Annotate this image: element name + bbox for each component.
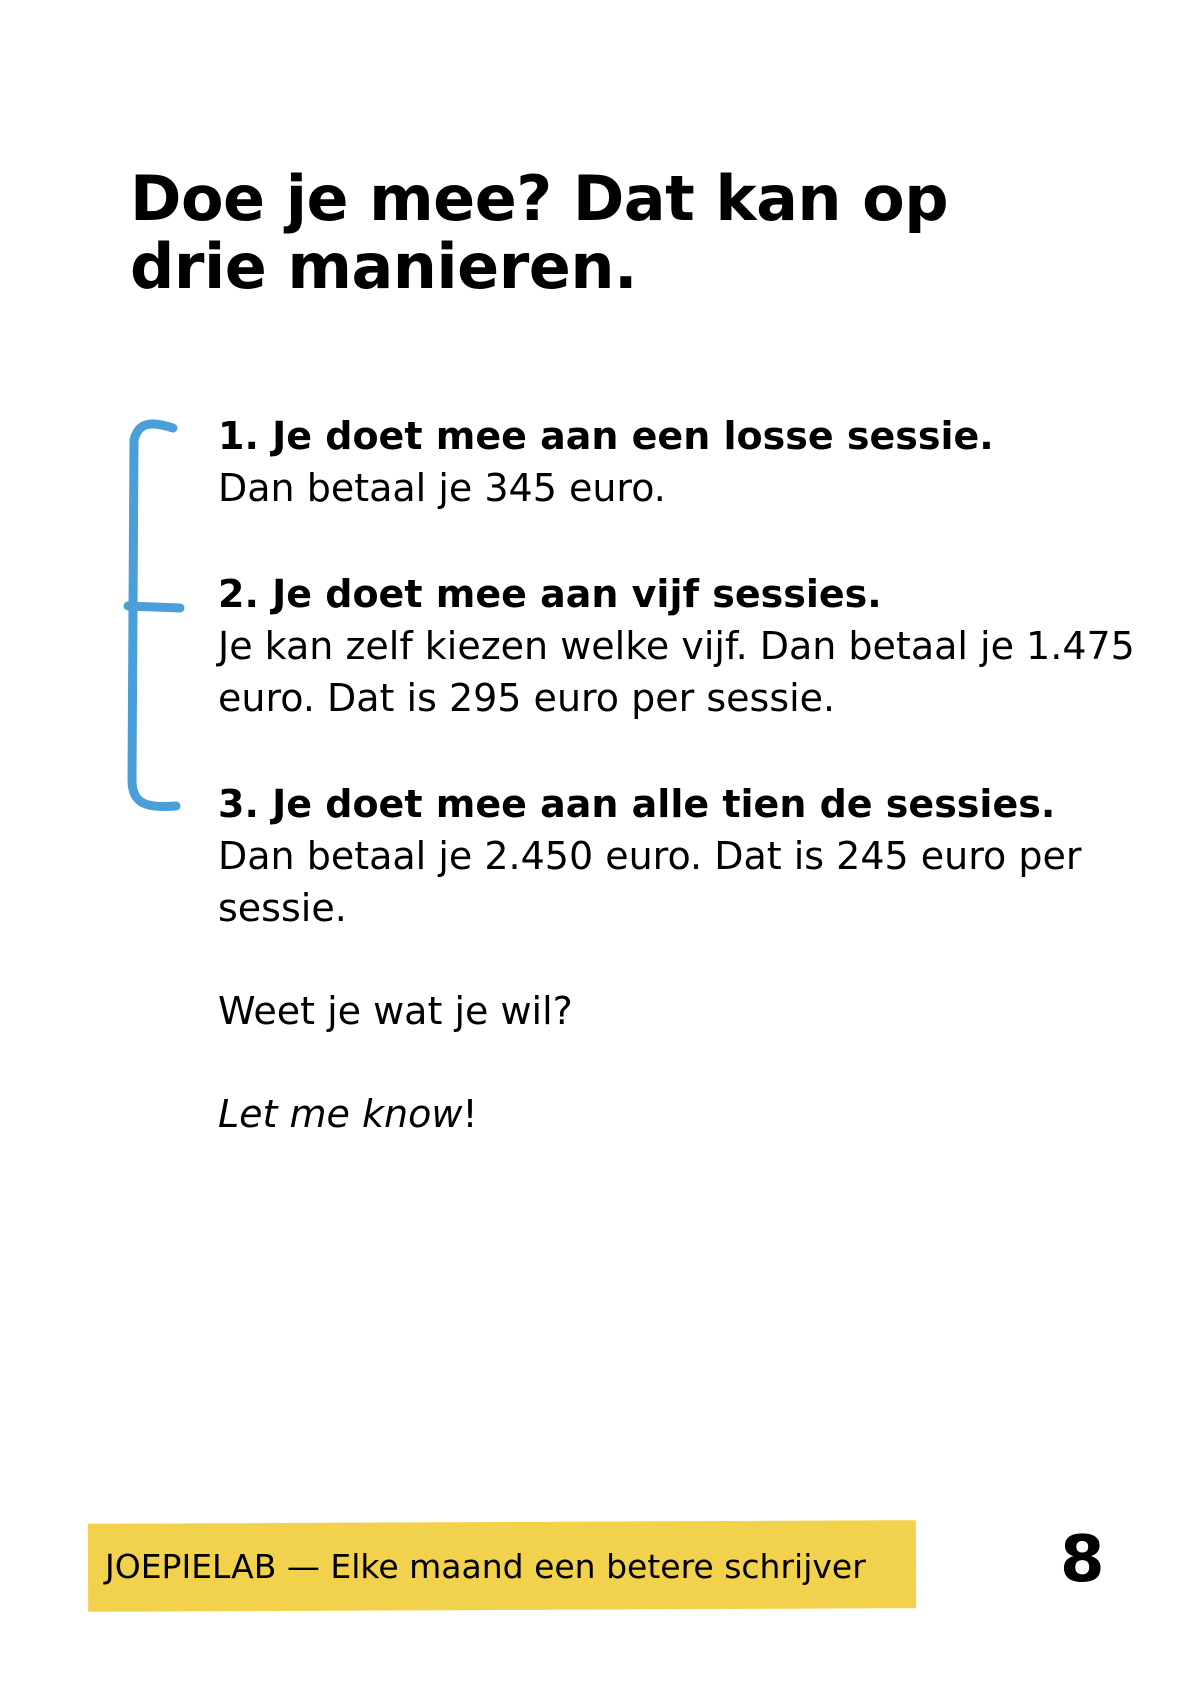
closing-text <box>218 1088 478 1140</box>
footer-text: JOEPIELAB — Elke maand een betere schrijver <box>105 1547 866 1586</box>
option-body: Dan betaal je 2.450 euro. Dat is 245 euro per sessie. <box>218 834 1082 930</box>
option-body: Je kan zelf kiezen welke vijf. Dan betaal je 1.475 euro. Dat is 295 euro per sessie. <box>218 624 1135 720</box>
page-title: Doe je mee? Dat kan op drie manieren. <box>130 162 949 303</box>
option-heading: 3. Je doet mee aan alle tien de sessies. <box>218 782 1056 826</box>
option-heading: 2. Je doet mee aan vijf sessies. <box>218 572 882 616</box>
question-text: Weet je wat je wil? <box>218 989 573 1033</box>
option-item <box>218 778 1138 934</box>
bracket-decoration <box>118 410 198 820</box>
page-number: 8 <box>1060 1523 1105 1597</box>
option-body: Dan betaal je 345 euro. <box>218 466 666 510</box>
option-item <box>218 568 1138 724</box>
closing-suffix: ! <box>462 1092 478 1136</box>
option-heading: 1. Je doet mee aan een losse sessie. <box>218 414 994 458</box>
closing-italic: Let me know <box>218 1092 463 1136</box>
options-list <box>218 410 1138 988</box>
option-item <box>218 410 1138 514</box>
